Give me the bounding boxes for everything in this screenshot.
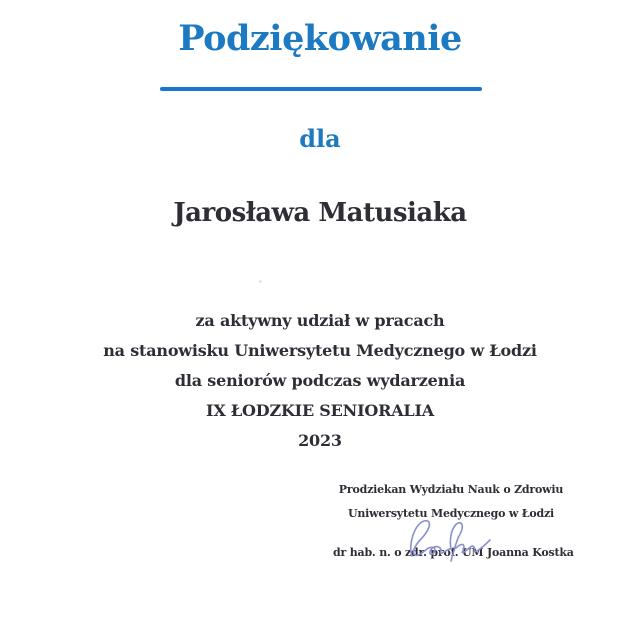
signatory-name-line: dr hab. n. o zdr. prof. UM Joanna Kostka bbox=[333, 546, 574, 559]
title-divider bbox=[160, 87, 482, 91]
certificate-title: Podziękowanie bbox=[178, 18, 462, 59]
body-line-event: IX ŁODZKIE SENIORALIA bbox=[206, 401, 434, 420]
body-line-2: na stanowisku Uniwersytetu Medycznego w Łodzi bbox=[103, 341, 537, 360]
body-line-year: 2023 bbox=[298, 431, 342, 450]
recipient-name: Jarosława Matusiaka bbox=[173, 198, 467, 228]
body-line-1: za aktywny udział w pracach bbox=[195, 311, 445, 330]
signatory-role-line-1: Prodziekan Wydziału Nauk o Zdrowiu bbox=[338, 483, 564, 496]
body-text-block bbox=[0, 306, 640, 456]
signature-handwriting-icon bbox=[403, 516, 495, 564]
scan-speck bbox=[259, 280, 262, 283]
signatory-role-line-2: Uniwersytetu Medycznego w Łodzi bbox=[347, 507, 555, 520]
signature-block bbox=[333, 483, 574, 560]
body-line-3: dla seniorów podczas wydarzenia bbox=[174, 371, 466, 390]
salutation-text: dla bbox=[299, 124, 341, 153]
